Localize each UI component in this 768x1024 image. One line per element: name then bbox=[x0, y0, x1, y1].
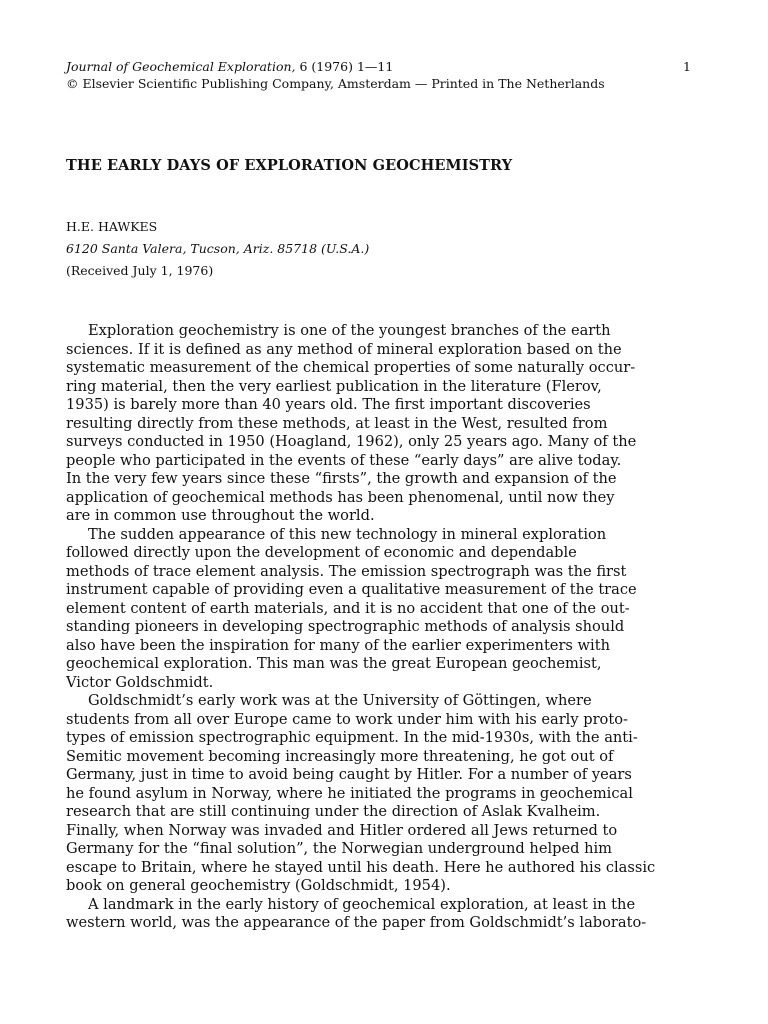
text-line: Goldschmidt’s early work was at the University of Göttingen, where bbox=[88, 692, 592, 709]
text-line: western world, was the appearance of the paper from Goldschmidt’s laborato- bbox=[66, 914, 647, 931]
text-line: instrument capable of providing even a qualitative measurement of the trace bbox=[66, 581, 637, 598]
author-block bbox=[66, 216, 369, 282]
journal-header bbox=[66, 58, 691, 92]
author-name: H.E. HAWKES bbox=[66, 219, 158, 234]
article-body bbox=[66, 322, 691, 933]
text-line: The sudden appearance of this new technology in mineral exploration bbox=[88, 525, 607, 543]
text-line: research that are still continuing under the direction of Aslak Kvalheim. bbox=[66, 803, 601, 820]
journal-volume: 6 (1976) 1—11 bbox=[295, 59, 394, 74]
text-line: book on general geochemistry (Goldschmidt, 1954). bbox=[66, 877, 451, 894]
journal-name: Journal of Geochemical Exploration, bbox=[66, 59, 296, 74]
text-line: Victor Goldschmidt. bbox=[66, 673, 214, 691]
journal-citation bbox=[66, 58, 393, 75]
body-paragraph bbox=[66, 526, 691, 693]
body-paragraph bbox=[66, 692, 691, 896]
text-line: A landmark in the early history of geochemical exploration, at least in the bbox=[88, 895, 636, 913]
text-line: methods of trace element analysis. The emission spectrograph was the first bbox=[66, 562, 627, 580]
text-line: Semitic movement becoming increasingly more threatening, he got out of bbox=[66, 747, 614, 765]
article-title: THE EARLY DAYS OF EXPLORATION GEOCHEMISTRY bbox=[66, 157, 513, 174]
text-line: element content of earth materials, and it is no accident that one of the out- bbox=[66, 599, 630, 617]
text-line: surveys conducted in 1950 (Hoagland, 1962), only 25 years ago. Many of the bbox=[66, 433, 637, 450]
text-line: In the very few years since these “firsts”, the growth and expansion of the bbox=[66, 470, 617, 487]
author-address: 6120 Santa Valera, Tucson, Ariz. 85718 (U.S.A.) bbox=[66, 241, 370, 256]
text-line: 1935) is barely more than 40 years old. The first important discoveries bbox=[66, 396, 591, 413]
publisher-line: © Elsevier Scientific Publishing Company, Amsterdam — Printed in The Netherlands bbox=[66, 76, 605, 91]
text-line: are in common use throughout the world. bbox=[66, 507, 375, 524]
text-line: Exploration geochemistry is one of the youngest branches of the earth bbox=[88, 322, 611, 339]
text-line: systematic measurement of the chemical properties of some naturally occur- bbox=[66, 359, 636, 376]
body-paragraph bbox=[66, 322, 691, 526]
text-line: Germany for the “final solution”, the Norwegian underground helped him bbox=[66, 840, 612, 857]
body-paragraph bbox=[66, 896, 691, 933]
text-line: types of emission spectrographic equipment. In the mid-1930s, with the anti- bbox=[66, 729, 638, 746]
text-line: ring material, then the very earliest publication in the literature (Flerov, bbox=[66, 377, 602, 395]
text-line: application of geochemical methods has been phenomenal, until now they bbox=[66, 488, 615, 506]
text-line: sciences. If it is defined as any method of mineral exploration based on the bbox=[66, 340, 622, 358]
text-line: standing pioneers in developing spectrographic methods of analysis should bbox=[66, 618, 625, 635]
text-line: geochemical exploration. This man was the great European geochemist, bbox=[66, 655, 602, 672]
received-date: (Received July 1, 1976) bbox=[66, 263, 214, 278]
text-line: Finally, when Norway was invaded and Hitler ordered all Jews returned to bbox=[66, 821, 618, 839]
text-line: resulting directly from these methods, at least in the West, resulted from bbox=[66, 414, 608, 432]
text-line: Germany, just in time to avoid being caught by Hitler. For a number of years bbox=[66, 766, 632, 783]
journal-citation-line bbox=[66, 58, 691, 75]
text-line: people who participated in the events of these “early days” are alive today. bbox=[66, 451, 622, 469]
text-line: students from all over Europe came to work under him with his early proto- bbox=[66, 710, 628, 728]
text-line: he found asylum in Norway, where he initiated the programs in geochemical bbox=[66, 784, 633, 802]
text-line: also have been the inspiration for many of the earlier experimenters with bbox=[66, 636, 610, 654]
text-line: escape to Britain, where he stayed until his death. Here he authored his classic bbox=[66, 858, 656, 876]
text-line: followed directly upon the development of economic and dependable bbox=[66, 544, 577, 561]
page-number: 1 bbox=[683, 59, 691, 74]
